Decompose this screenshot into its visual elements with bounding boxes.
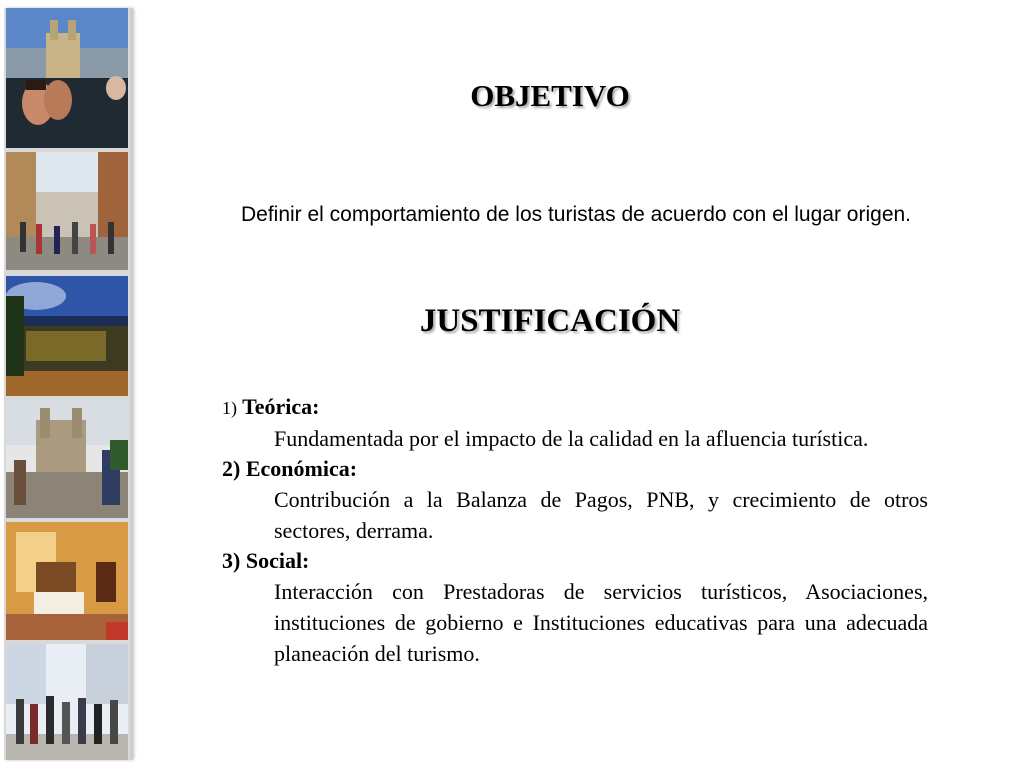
item-label: Social: bbox=[245, 548, 310, 573]
item-label: Económica: bbox=[245, 456, 358, 481]
item-number: 2) bbox=[222, 456, 241, 481]
item-label: Teórica: bbox=[242, 394, 320, 419]
night-courtyard-photo bbox=[6, 276, 128, 396]
item-body: Fundamentada por el impacto de la calidad en la afluencia turística. bbox=[274, 426, 869, 451]
justification-item-economic bbox=[222, 454, 928, 546]
item-title bbox=[222, 546, 928, 576]
crowd-street-photo bbox=[6, 644, 128, 760]
justification-item-social bbox=[222, 546, 928, 669]
tourists-pool-cathedral-photo bbox=[6, 8, 128, 148]
item-title bbox=[222, 454, 928, 484]
item-number: 1) bbox=[222, 398, 237, 418]
photo-strip bbox=[4, 8, 132, 760]
justification-list bbox=[222, 392, 928, 669]
justification-heading: JUSTIFICACIÓN bbox=[419, 303, 681, 339]
item-number: 3) bbox=[222, 548, 241, 573]
objective-text: Definir el comportamiento de los turistas de acuerdo con el lugar origen. bbox=[240, 203, 912, 226]
objective-heading: OBJETIVO bbox=[470, 78, 630, 113]
hotel-room-photo bbox=[6, 522, 128, 640]
church-plaza-photo bbox=[6, 400, 128, 518]
item-body: Contribución a la Balanza de Pagos, PNB, y crecimiento de otros sectores, derrama. bbox=[274, 487, 928, 543]
justification-item-theoretical bbox=[222, 392, 928, 454]
pedestrian-street-photo bbox=[6, 152, 128, 270]
item-title bbox=[222, 392, 928, 423]
item-body: Interacción con Prestadoras de servicios turísticos, Asociaciones, instituciones de gobierno e Instituciones educativas para una adecuada planeación del turismo. bbox=[274, 579, 928, 666]
